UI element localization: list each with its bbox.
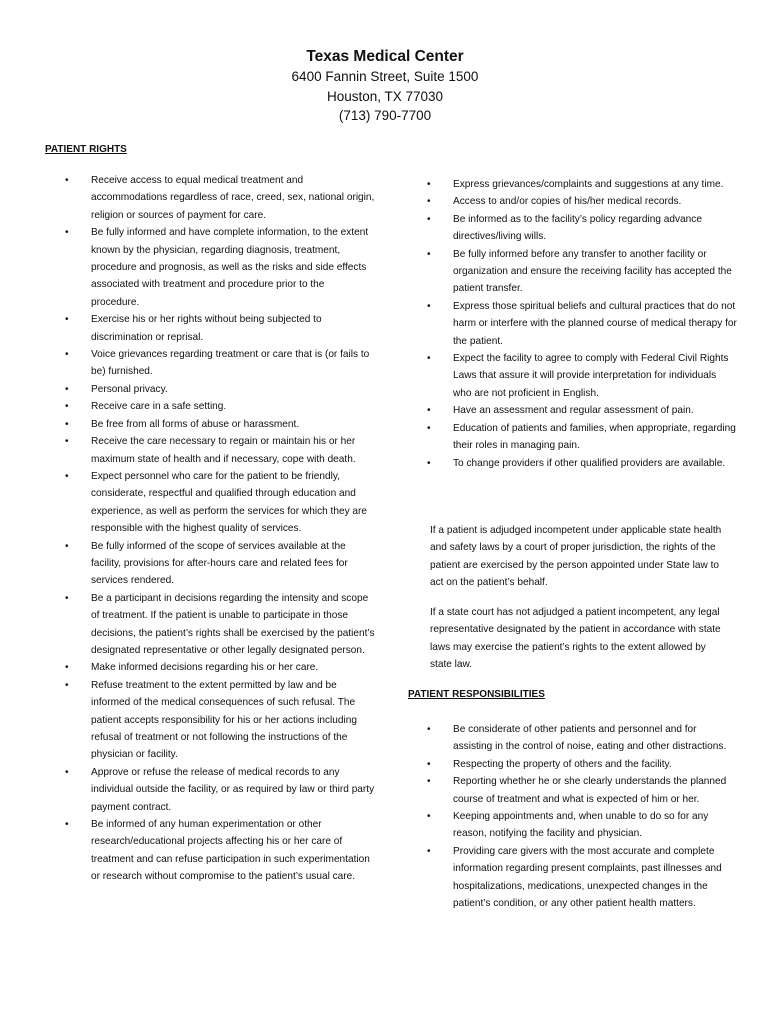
list-item: • Access to and/or copies of his/her medical records. [453, 193, 737, 210]
patient-responsibilities-heading: PATIENT RESPONSIBILITIES [408, 689, 545, 700]
list-item: • Be fully informed before any transfer to another facility or organization and ensure the receiving facility has accepted the patient transfer. [453, 246, 737, 298]
list-item: • Expect personnel who care for the patient to be friendly, considerate, respectful and qualified through education and experience, as well as perform the services for which they are responsible with the highest quality of services. [91, 468, 375, 538]
list-item: • Express those spiritual beliefs and cultural practices that do not harm or interfere with the planned course of medical therapy for the patient. [453, 298, 737, 350]
list-item: • Refuse treatment to the extent permitted by law and be informed of the medical consequences of such refusal. The patient accepts responsibility for his or her actions including refusal of treatment or not following the instructions of the physician or facility. [91, 677, 375, 764]
list-item: • Exercise his or her rights without being subjected to discrimination or reprisal. [91, 311, 375, 346]
street-address: 6400 Fannin Street, Suite 1500 [291, 69, 479, 84]
list-item: • Receive care in a safe setting. [91, 398, 375, 415]
list-item: • Expect the facility to agree to comply with Federal Civil Rights Laws that assure it will provide interpretation for individuals who are not proficient in English. [453, 350, 737, 402]
paragraph-text: If a state court has not adjudged a patient incompetent, any legal representative designated by the patient in accordance with state laws may exercise the patient’s rights to the extent allowed by state law. [430, 607, 721, 671]
list-item: • Have an assessment and regular assessment of pain. [453, 402, 737, 419]
list-item: • Receive the care necessary to regain or maintain his or her maximum state of health and if necessary, cope with death. [91, 433, 375, 468]
list-item: • Personal privacy. [91, 381, 375, 398]
list-item: • Be fully informed of the scope of services available at the facility, provisions for after-hours care and related fees for services rendered. [91, 538, 375, 590]
list-item: • Express grievances/complaints and suggestions at any time. [453, 176, 737, 193]
list-item: • Be informed of any human experimentation or other research/educational projects affecting his or her care of treatment and can refuse participation in such experimentation or research without compromise to the patient’s usual care. [91, 816, 375, 886]
rights-left-column [91, 172, 375, 886]
facility-name: Texas Medical Center [306, 48, 464, 65]
paragraph-text: If a patient is adjudged incompetent under applicable state health and safety laws by a court of proper jurisdiction, the rights of the patient are exercised by the person appointed under State law to act on the patient’s behalf. [430, 525, 722, 589]
list-item: • Approve or refuse the release of medical records to any individual outside the facility, or as required by law or third party payment contract. [91, 764, 375, 816]
list-item: • Education of patients and families, when appropriate, regarding their roles in managing pain. [453, 420, 737, 455]
list-item: • To change providers if other qualified providers are available. [453, 455, 737, 472]
list-item: • Receive access to equal medical treatment and accommodations regardless of race, creed, sex, national origin, religion or sources of payment for care. [91, 172, 375, 224]
list-item: • Providing care givers with the most accurate and complete information regarding present complaints, past illnesses and hospitalizations, medications, unexpected changes in the patient’s condition, or any other patient health matters. [453, 843, 737, 913]
incompetence-paragraph [430, 522, 730, 592]
list-item: • Be a participant in decisions regarding the intensity and scope of treatment. If the patient is unable to participate in those decisions, the patient’s rights shall be exercised by the patient’s designated representative or other legally designated person. [91, 590, 375, 660]
rights-right-column [453, 176, 737, 472]
legal-representative-paragraph [430, 604, 730, 674]
responsibilities-column [453, 721, 737, 912]
phone-number: (713) 790-7700 [338, 108, 432, 123]
list-item: • Be considerate of other patients and personnel and for assisting in the control of noise, eating and other distractions. [453, 721, 737, 756]
city-state-zip: Houston, TX 77030 [326, 88, 444, 104]
list-item: • Respecting the property of others and the facility. [453, 756, 737, 773]
rights-right-list [453, 176, 737, 472]
list-item: • Keeping appointments and, when unable to do so for any reason, notifying the facility and physician. [453, 808, 737, 843]
list-item: • Be fully informed and have complete information, to the extent known by the physician, regarding diagnosis, treatment, procedure and prognosis, as well as the risks and side effects associated with treatment and procedure prior to the procedure. [91, 224, 375, 311]
document-header [0, 47, 770, 126]
list-item: • Be informed as to the facility’s policy regarding advance directives/living wills. [453, 211, 737, 246]
patient-rights-heading: PATIENT RIGHTS [45, 144, 127, 155]
responsibilities-list [453, 721, 737, 912]
rights-left-list [91, 172, 375, 886]
list-item: • Make informed decisions regarding his or her care. [91, 659, 375, 676]
list-item: • Voice grievances regarding treatment or care that is (or fails to be) furnished. [91, 346, 375, 381]
list-item: • Reporting whether he or she clearly understands the planned course of treatment and what is expected of him or her. [453, 773, 737, 808]
list-item: • Be free from all forms of abuse or harassment. [91, 416, 375, 433]
